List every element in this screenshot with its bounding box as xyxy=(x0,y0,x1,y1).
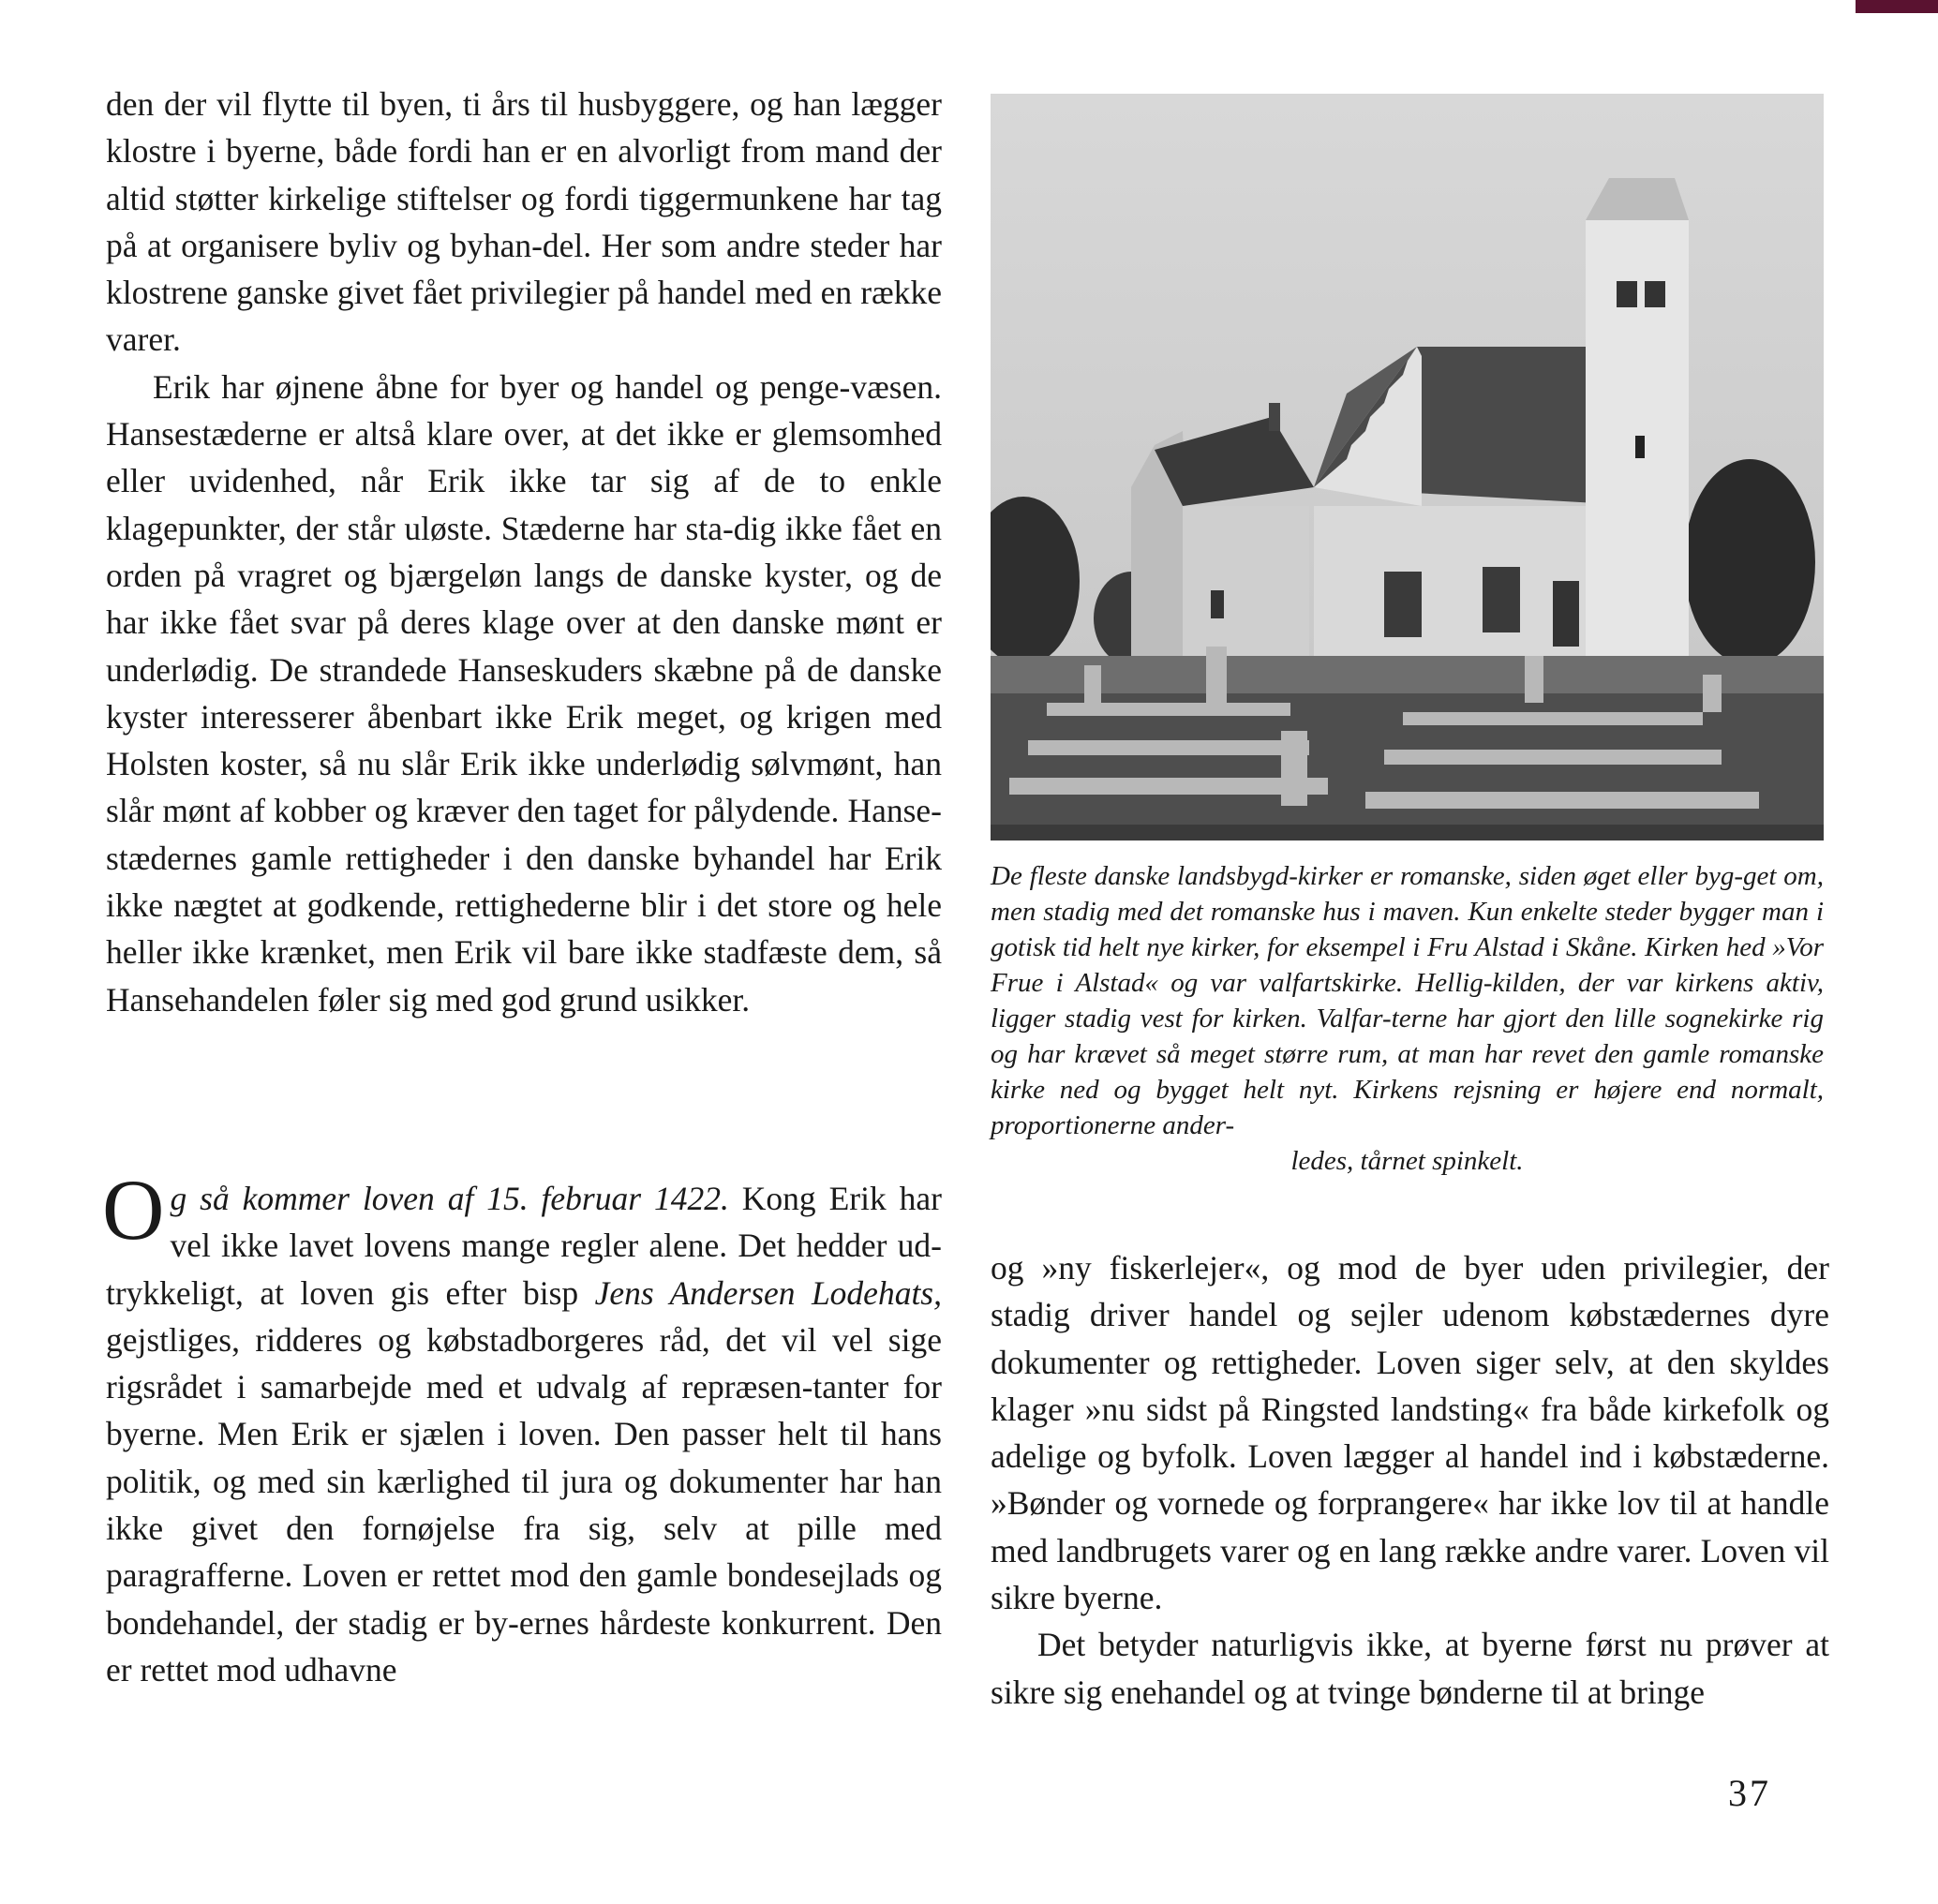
lead-italic-phrase: g så kommer loven af 15. februar 1422. xyxy=(170,1180,729,1217)
paragraph: Det betyder naturligvis ikke, at byerne først nu prøver at sikre sig enehandel og at tvinge bønderne til at bringe xyxy=(991,1626,1829,1711)
drop-cap: O xyxy=(102,1162,165,1257)
left-column-top xyxy=(106,81,942,1023)
left-column-bottom xyxy=(102,1162,942,1693)
corner-color-mark xyxy=(1856,0,1938,13)
caption-text: De fleste danske landsbygd-kirker er romanske, siden øget eller byg-get om, men stadig med det romanske hus i maven. Kun enkelte steder bygger man i gotisk tid helt nye kirker, for eksempel i Fru Alstad i Skåne. Kirken hed »Vor Frue i Alstad« og var valfartskirke. Hellig-kilden, der var kirkens aktiv, ligger stadig vest for kirken. Valfar-terne har gjort den lille sognekirke rig og har krævet så meget større rum, at man har revet den gamle romanske kirke ned og bygget helt nyt. Kirkens rejsning er højere end normalt, proportionerne ander- xyxy=(991,861,1824,1140)
paragraph: og »ny fiskerlejer«, og mod de byer uden privilegier, der stadig driver handel og sejler udenom købstædernes dyre dokumenter og rettigheder. Loven siger selv, at den skyldes klager »nu sidst på Ringsted landsting« fra både kirkefolk og adelige og byfolk. Loven lægger al handel ind i købstæderne. »Bønder og vornede og forprangere« har ikke lov til at handle med landbrugets varer og en lang række andre varer. Loven vil sikre byerne. xyxy=(991,1249,1829,1617)
person-name: Jens Andersen Lodehats, xyxy=(594,1273,942,1312)
paragraph: den der vil flytte til byen, ti års til husbyggere, og han lægger klostre i byerne, både fordi han er en alvorligt from mand der altid støtter kirkelige stiftelser og fordi tiggermunkene har tag på at organisere byliv og byhan-del. Her som andre steder har klostrene ganske givet fået privilegier på handel med en række varer. xyxy=(106,85,942,359)
paragraph: Erik har øjnene åbne for byer og handel og penge-væsen. Hansestæderne er altså klare over, at det ikke er glemsomhed eller uvidenhed, når Erik ikke tar sig af de to enkle klagepunkter, der står uløste. Stæderne har sta-dig ikke fået en orden på vragret og bjærgeløn langs de danske kyster, og de har ikke fået svar på deres klage over at den danske mønt er underlødig. De strandede Hanseskuders skæbne på de danske kyster interesserer åbenbart ikke Erik meget, og krigen med Holsten koster, så nu slår Erik ikke underlødig sølvmønt, han slår mønt af kobber og kræver den taget for pålydende. Hanse-stædernes gamle rettigheder i den danske byhandel har Erik ikke nægtet at godkende, rettighederne blir i det store og hele heller ikke krænket, men Erik vil bare ikke stadfæste dem, så Hansehandelen føler sig med god grund usikker. xyxy=(106,367,942,1019)
paragraph-text: Kong Erik har vel ikke lavet lovens mange regler alene. Det hedder ud-trykkeligt, at loven gis efter bisp xyxy=(106,1180,942,1312)
figure-caption xyxy=(991,858,1824,1179)
caption-last-line: ledes, tårnet spinkelt. xyxy=(1290,1146,1524,1176)
paragraph-text: gejstliges, ridderes og købstadborgeres råd, det vil vel sige rigsrådet i samarbejde med et udvalg af repræsen-tanter for byerne. Men Erik er sjælen i loven. Den passer helt til hans politik, og med sin kærlighed til jura og dokumenter har han ikke givet den fornøjelse fra sig, selv at pille med paragrafferne. Loven er rettet mod den gamle bondesejlads og bondehandel, der stadig er by-ernes hårdeste konkurrent. Den er rettet mod udhavne xyxy=(106,1320,942,1688)
page-number: 37 xyxy=(1728,1772,1771,1814)
section-opening-paragraph xyxy=(102,1162,942,1693)
right-column-bottom xyxy=(991,1244,1829,1716)
church-photograph xyxy=(991,94,1824,840)
